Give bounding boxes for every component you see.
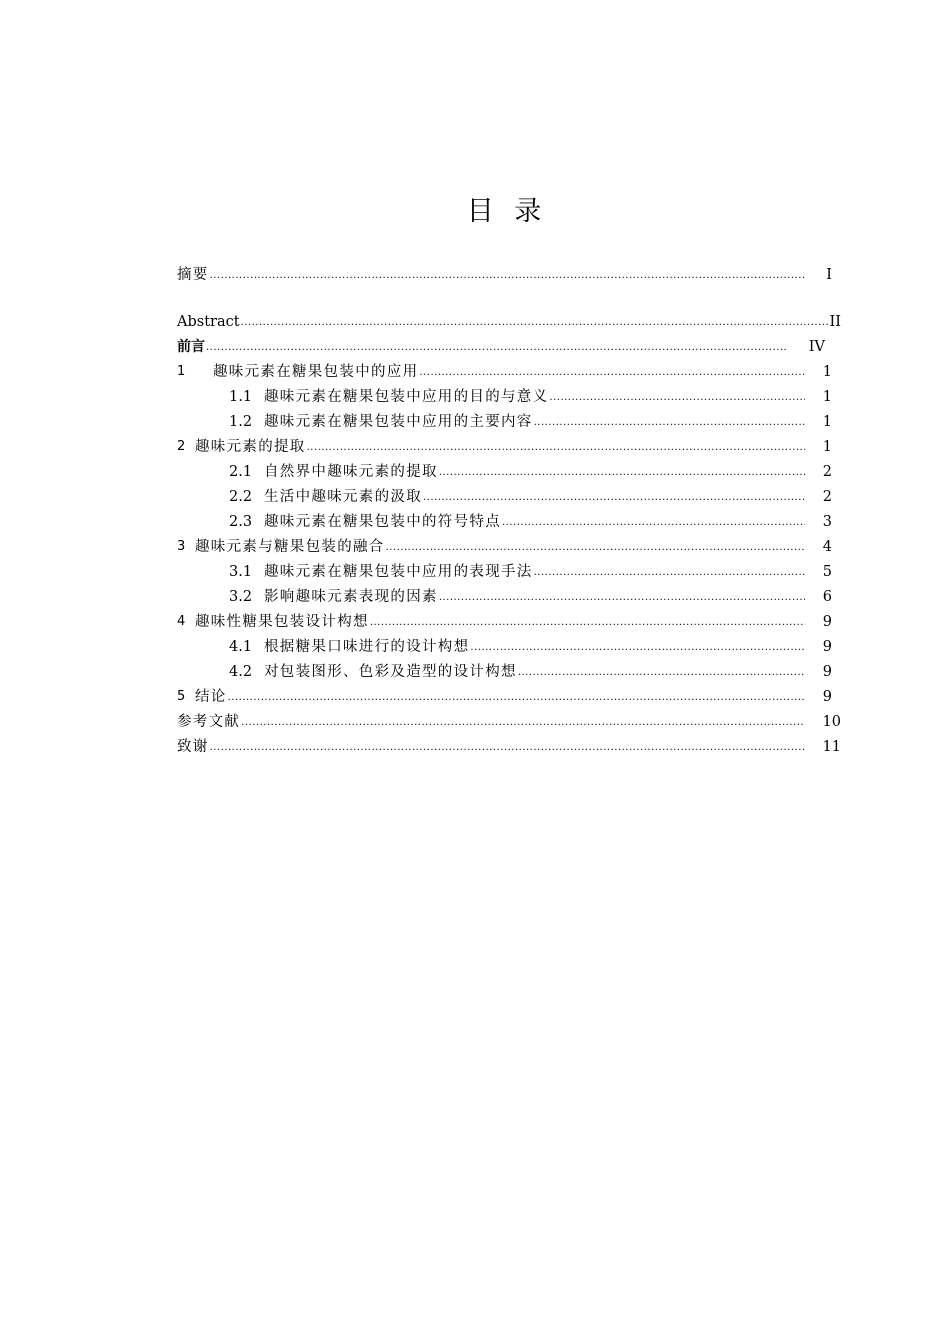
- toc-leader-dots: [206, 336, 788, 358]
- toc-page-number: I: [826, 267, 832, 283]
- toc-section-number: 3: [177, 539, 186, 554]
- toc-leader-dots: [210, 264, 805, 286]
- toc-leader-dots: [439, 586, 805, 608]
- toc-entry-text: 趣味元素在糖果包装中的符号特点: [264, 514, 501, 530]
- toc-section-number: 1.2: [229, 414, 253, 430]
- toc-entry-abstract-en[interactable]: [177, 311, 841, 333]
- toc-entry-section-4[interactable]: [177, 611, 832, 633]
- toc-entry-section-2-3[interactable]: [229, 511, 832, 533]
- table-of-contents: [177, 0, 847, 1344]
- toc-section-number: 5: [177, 689, 186, 704]
- toc-entry-text: 致谢: [177, 739, 209, 755]
- toc-entry-section-2-2[interactable]: [229, 486, 832, 508]
- toc-entry-text: 前言: [177, 339, 205, 355]
- toc-page-number: 1: [822, 439, 832, 455]
- toc-entry-text: 结论: [195, 689, 227, 705]
- toc-entry-text: 对包装图形、色彩及造型的设计构想: [264, 664, 517, 680]
- toc-page-number: 2: [822, 464, 832, 480]
- toc-entry-text: 根据糖果口味进行的设计构想: [264, 639, 470, 655]
- toc-entry-section-3[interactable]: [177, 536, 832, 558]
- toc-section-number: 2.2: [229, 489, 253, 505]
- toc-entry-text: 参考文献: [177, 714, 241, 730]
- toc-leader-dots: [518, 661, 805, 683]
- toc-leader-dots: [370, 611, 805, 633]
- toc-page-number: 9: [822, 639, 832, 655]
- toc-leader-dots: [419, 361, 805, 383]
- toc-leader-dots: [534, 411, 805, 433]
- toc-leader-dots: [534, 561, 805, 583]
- toc-entry-text: 趣味元素在糖果包装中应用的目的与意义: [264, 389, 549, 405]
- toc-entry-text: 趣味性糖果包装设计构想: [195, 614, 369, 630]
- toc-leader-dots: [307, 436, 805, 458]
- toc-leader-dots: [228, 686, 805, 708]
- toc-page-number: 9: [822, 614, 832, 630]
- toc-section-number: 4.1: [229, 639, 253, 655]
- toc-page-number: 9: [822, 664, 832, 680]
- toc-leader-dots: [549, 386, 805, 408]
- toc-entry-section-1-1[interactable]: [229, 386, 832, 408]
- toc-section-number: 1.1: [229, 389, 253, 405]
- toc-entry-acknowledgements[interactable]: [177, 736, 841, 758]
- toc-page-number: 3: [822, 514, 832, 530]
- toc-entry-text: 生活中趣味元素的汲取: [264, 489, 422, 505]
- toc-page-number: 5: [822, 564, 832, 580]
- toc-leader-dots: [423, 486, 805, 508]
- toc-entry-text: 趣味元素在糖果包装中应用的主要内容: [264, 414, 533, 430]
- toc-leader-dots: [210, 736, 805, 758]
- toc-entry-text: 影响趣味元素表现的因素: [264, 589, 438, 605]
- toc-entry-text: 摘要: [177, 267, 209, 283]
- toc-section-number: 2.3: [229, 514, 253, 530]
- toc-page-number: 1: [822, 389, 832, 405]
- toc-entry-section-1-2[interactable]: [229, 411, 832, 433]
- toc-section-number: 2.1: [229, 464, 253, 480]
- toc-entry-preface[interactable]: [177, 336, 825, 358]
- toc-page-number: 1: [822, 414, 832, 430]
- toc-entry-text: 趣味元素在糖果包装中应用的表现手法: [264, 564, 533, 580]
- toc-entry-text: Abstract: [177, 314, 240, 330]
- toc-entry-text: 趣味元素与糖果包装的融合: [195, 539, 385, 555]
- toc-entry-section-3-2[interactable]: [229, 586, 832, 608]
- toc-leader-dots: [241, 711, 805, 733]
- toc-section-number: 2: [177, 439, 186, 454]
- toc-entry-abstract-cn[interactable]: [177, 264, 832, 286]
- toc-entry-section-2-1[interactable]: [229, 461, 832, 483]
- toc-leader-dots: [502, 511, 805, 533]
- toc-entry-section-3-1[interactable]: [229, 561, 832, 583]
- toc-entry-text: 趣味元素在糖果包装中的应用: [213, 364, 419, 380]
- toc-page-number: II: [829, 314, 841, 330]
- toc-leader-dots: [386, 536, 805, 558]
- toc-section-number: 4.2: [229, 664, 253, 680]
- toc-page-number: 11: [822, 739, 841, 755]
- toc-entry-text: 自然界中趣味元素的提取: [264, 464, 438, 480]
- toc-leader-dots: [470, 636, 805, 658]
- toc-page-number: 1: [822, 364, 832, 380]
- toc-leader-dots: [439, 461, 805, 483]
- toc-page-number: 2: [822, 489, 832, 505]
- toc-page-number: 9: [822, 689, 832, 705]
- toc-page-number: 6: [822, 589, 832, 605]
- toc-entry-section-5[interactable]: [177, 686, 832, 708]
- toc-page-number: IV: [808, 339, 825, 355]
- toc-entry-section-1[interactable]: [177, 361, 832, 383]
- page-title: 目 录: [466, 196, 548, 227]
- toc-page-number: 10: [822, 714, 841, 730]
- toc-leader-dots: [241, 311, 829, 333]
- toc-entry-section-2[interactable]: [177, 436, 832, 458]
- toc-section-number: 1: [177, 364, 186, 379]
- toc-section-number: 3.2: [229, 589, 253, 605]
- toc-section-number: 4: [177, 614, 186, 629]
- toc-entry-section-4-2[interactable]: [229, 661, 832, 683]
- toc-section-number: 3.1: [229, 564, 253, 580]
- toc-page-number: 4: [822, 539, 832, 555]
- toc-entry-text: 趣味元素的提取: [195, 439, 306, 455]
- toc-entry-references[interactable]: [177, 711, 841, 733]
- toc-entry-section-4-1[interactable]: [229, 636, 832, 658]
